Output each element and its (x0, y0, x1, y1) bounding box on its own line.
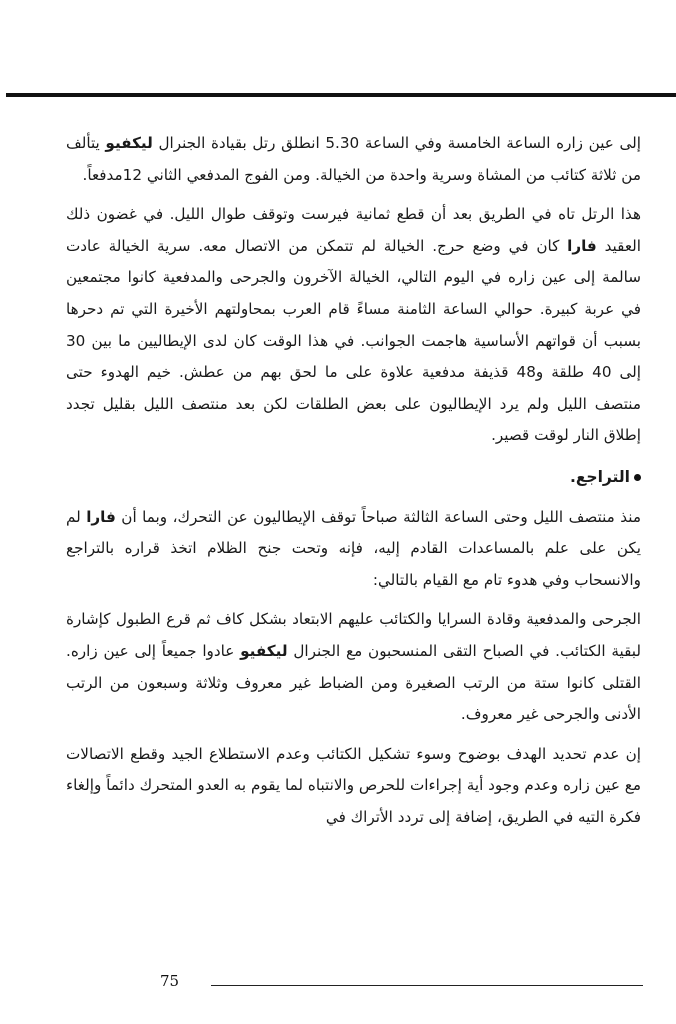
paragraph-2-text-b: كان في وضع حرج. الخيالة لم تتمكن من الاتصال معه. سرية الخيالة عادت سالمة إلى عين زاره في اليوم التالي، الخيالة الآخرون والجرحى والمدفعية كانوا مجتمعين في عربة كبيرة. حوالي الساعة الثامنة مساءً قام العرب بمحاولتهم الأخيرة التي تم دحرها بسبب أن قواتهم الأساسية هاجمت الجوانب. في هذا الوقت كان لدى الإيطاليين ما بين 30 إلى 40 طلقة و48 قذيفة مدفعية علاوة على ما لحق بهم من عطش. خيم الهدوء حتى منتصف الليل ولم يرد الإيطاليون على بعض الطلقات لكن بعد منتصف الليل بقليل تجدد إطلاق النار لوقت قصير. (66, 236, 641, 445)
section-heading-text: التراجع. (569, 467, 630, 486)
paragraph-1-text-b: يتألف من ثلاثة كتائب من المشاة وسرية واحدة من الخيالة. ومن الفوج المدفعي الثاني 12مدفعاً. (66, 134, 641, 184)
footer-rule (211, 985, 643, 986)
section-heading (66, 462, 641, 494)
paragraph-2-bold-name: فارا (567, 236, 597, 255)
paragraph-4 (66, 604, 641, 730)
paragraph-4-text-a: الجرحى والمدفعية وقادة السرايا والكتائب عليهم الابتعاد بشكل كاف ثم قرع الطبول كإشارة لبقية الكتائب. في الصباح التقى المنسحبون مع الجنرال (66, 610, 641, 660)
paragraph-1-bold-name: ليكفيو (105, 134, 153, 152)
header-rule (6, 93, 676, 97)
paragraph-3-bold-name: فارا (86, 507, 116, 526)
paragraph-3-text-a: منذ منتصف الليل وحتى الساعة الثالثة صباحاً توقف الإيطاليون عن التحرك، وبما أن (115, 507, 641, 526)
paragraph-2-text-a: هذا الرتل تاه في الطريق بعد أن قطع ثمانية فيرست وتوقف طوال الليل. في غضون ذلك العقيد (66, 205, 641, 255)
paragraph-1-text-a: إلى عين زاره الساعة الخامسة وفي الساعة 5.30 انطلق رتل بقيادة الجنرال (152, 134, 641, 152)
bullet-icon (634, 474, 641, 481)
page-body (66, 128, 641, 841)
paragraph-3 (66, 502, 641, 597)
page-number: 75 (160, 972, 180, 990)
paragraph-3-text-b: لم يكن على علم بالمساعدات القادم إليه، فإنه وتحت جنح الظلام اتخذ قراره بالتراجع والانسحاب وفي هدوء تام مع القيام بالتالي: (66, 507, 641, 589)
paragraph-4-bold-name: ليكفيو (240, 641, 288, 660)
paragraph-5 (66, 739, 641, 834)
paragraph-2 (66, 199, 641, 452)
paragraph-1 (66, 128, 641, 191)
paragraph-5-text: إن عدم تحديد الهدف بوضوح وسوء تشكيل الكتائب وعدم الاستطلاع الجيد وقطع الاتصالات مع عين زاره وعدم وجود أية إجراءات للحرص والانتباه لما يقوم به العدو المتحرك دائماً وإلغاء فكرة التيه في الطريق، إضافة إلى تردد الأتراك في (66, 744, 641, 826)
paragraph-4-text-b: عادوا جميعاً إلى عين زاره. القتلى كانوا ستة من الرتب الصغيرة ومن الضباط غير معروف وثلاثة وسبعون من الرتب الأدنى والجرحى غير معروف. (66, 641, 641, 724)
